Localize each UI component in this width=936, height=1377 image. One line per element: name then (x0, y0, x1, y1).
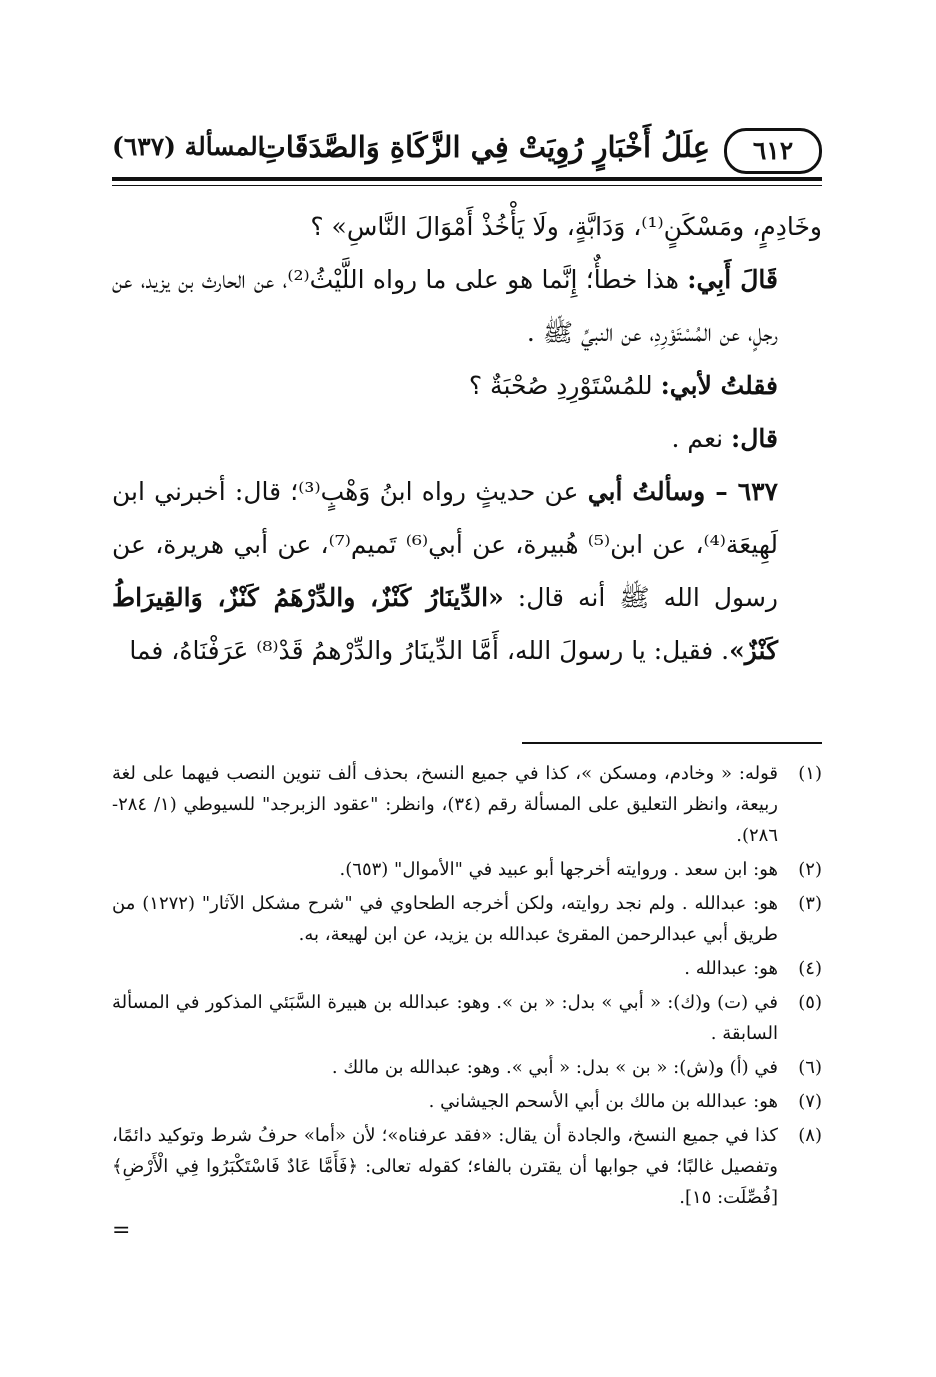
footnote (112, 1052, 822, 1083)
footnote-text: هو: عبدالله . (684, 958, 778, 979)
paragraph-3 (112, 359, 822, 412)
paragraph-2 (112, 253, 822, 359)
footnotes (112, 758, 822, 1216)
paragraph-4 (112, 412, 822, 465)
footnote-number: (٨) (798, 1125, 822, 1146)
footnote (112, 888, 822, 950)
paragraph-1: وخَادِمٍ، ومَسْكَنٍ⁽¹⁾، وَدَابَّةٍ، ولَا يَأْخُذْ أَمْوَالَ النَّاسِ» ؟ (310, 212, 822, 241)
paragraph-5-text-2: . فقيل: يا رسولَ الله، أَمَّا الدِّينَارُ والدِّرْهمُ قَدْ⁽⁸⁾ عَرَفْنَاهُ، فما (129, 636, 730, 665)
footnote (112, 953, 822, 984)
footnote-text: في (أ) و(ش): « بن » بدل: « أبي ». وهو: عبدالله بن مالك . (331, 1057, 778, 1078)
question-number: ٦٣٧ – (715, 477, 778, 506)
hadith-quote: «الدِّينَارُ كَنْزٌ، والدِّرْهَمُ كَنْزٌ، وَالقِيرَاطُ كَنْزٌ» (112, 583, 778, 665)
footnote (112, 1120, 822, 1213)
footnote-text: كذا في جميع النسخ، والجادة أن يقال: «فقد عرفناه»؛ لأن «أما» حرفُ شرط وتوكيد دائمًا، وتفصيل غالبًا؛ في جوابها أن يقترن بالفاء؛ كقوله تعالى: ﴿فَأَمَّا عَادٌ فَاسْتَكْبَرُوا فِي الْأَرْضِ﴾ [فُصِّلَت: ١٥]. (112, 1125, 778, 1208)
paragraph-4-text: نعم . (671, 424, 732, 453)
paragraph-3-lead: فقلتُ لأبي: (660, 371, 778, 400)
footnote (112, 1086, 822, 1117)
paragraph-4-lead: قال: (731, 424, 778, 453)
paragraph-2-lead: قَالَ أَبِي: (687, 265, 778, 294)
main-text (112, 200, 822, 677)
footnote-separator (522, 742, 822, 744)
paragraph-5-text-1: عن حديثٍ رواه ابنُ وَهْبٍ⁽³⁾؛ قال: أخبرني ابن لَهِيعَة⁽⁴⁾، عن ابن⁽⁵⁾ هُبيرة، عن أبي⁽⁶⁾ تَميم⁽⁷⁾، عن أبي هريرة، عن رسول الله ﷺ أنه قال: (112, 477, 778, 612)
question-label: المسألة (٦٣٧) (112, 132, 265, 161)
running-title: عِلَلُ أَخْبَارٍ رُوِيَتْ فِي الزَّكَاةِ وَالصَّدَقَاتِ (258, 130, 710, 164)
page-number: ٦١٢ (724, 128, 822, 174)
footnote-number: (٧) (798, 1091, 822, 1112)
footnote-text: في (ت) و(ك): « أبي » بدل: « بن ». وهو: عبدالله بن هبيرة السَّبَئي المذكور في المسألة السابقة . (112, 992, 778, 1044)
footnote-number: (٢) (798, 859, 822, 880)
paragraph-3-text: للمُسْتَوْرِدِ صُحْبَةٌ ؟ (468, 371, 661, 400)
header-rule-thick (112, 177, 822, 181)
footnote-number: (١) (798, 763, 822, 784)
footnote-number: (٥) (798, 992, 822, 1013)
footnote-number: (٦) (798, 1057, 822, 1078)
page-header (112, 128, 822, 174)
footnote (112, 854, 822, 885)
footnote (112, 987, 822, 1049)
continuation-mark: = (112, 1218, 131, 1243)
footnote-text: هو: عبدالله . ولم نجد روايته، ولكن أخرجه الطحاوي في "شرح مشكل الآثار" (١٢٧٢) من طريق أبي عبدالرحمن المقرئ عبدالله بن يزيد، عن ابن لهيعة، به. (112, 893, 778, 945)
paragraph-5-lead: وسألتُ أبي (587, 477, 716, 506)
footnote (112, 758, 822, 851)
footnote-text: هو: ابن سعد . وروايته أخرجها أبو عبيد في "الأموال" (٦٥٣). (339, 859, 778, 880)
header-rule-thin (112, 185, 822, 186)
footnote-text: قوله: « وخادم، ومسكن »، كذا في جميع النسخ، بحذف ألف تنوين النصب فيهما على لغة ربيعة، وانظر التعليق على المسألة رقم (٣٤)، وانظر: "عقود الزبرجد" للسيوطي (١/ ٢٨٤- ٢٨٦). (112, 763, 778, 846)
footnote-number: (٣) (798, 893, 822, 914)
footnote-number: (٤) (798, 958, 822, 979)
paragraph-2-text: هذا خطأٌ؛ إِنَّما هو على ما رواه اللَّيْثُ⁽²⁾، عن الحارث بن يزيد، عن رجلٍ، عن المُسْتَوْرِدِ، عن النبيِّ ﷺ . (112, 265, 778, 347)
paragraph-5 (112, 465, 822, 677)
footnote-text: هو: عبدالله بن مالك بن أبي الأسحم الجيشاني . (428, 1091, 778, 1112)
